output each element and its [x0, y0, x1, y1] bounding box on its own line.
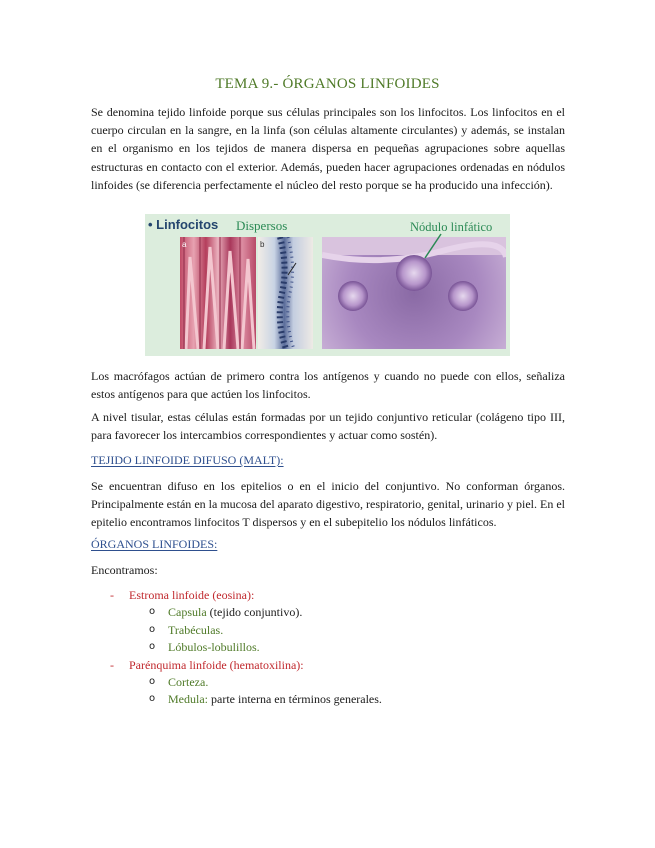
- list-item-corteza: Corteza.: [168, 675, 209, 689]
- bullet-icon: o: [149, 676, 156, 687]
- histology-panel-a: [180, 237, 256, 349]
- villi-illustration: [180, 237, 256, 349]
- page-title: TEMA 9.- ÓRGANOS LINFOIDES: [215, 76, 440, 92]
- lymphocytes-figure: [145, 214, 510, 356]
- intro-paragraph: Se denomina tejido linfoide porque sus células principales son los linfocitos. Los linfocitos en el cuerpo circulan en la sangre, en la linfa (son células altamente circulantes) y además, se instalan en el organismo en los tejidos de manera dispersa en pequeñas agrupaciones sobre aquellas estructuras en contacto con el exterior. Además, pueden hacer agrupaciones ordenadas en nódulos linfoides (se diferencia perfectamente el núcleo del resto porque se ha producido una infección).: [91, 105, 565, 192]
- panel-b-letter: b: [260, 240, 265, 249]
- bullet-icon: o: [149, 606, 156, 617]
- figure-label-nodulo: Nódulo linfático: [410, 220, 493, 234]
- bullet-icon: o: [149, 624, 156, 635]
- bullet-icon: o: [149, 693, 156, 704]
- list-item-parenquima: Parénquima linfoide (hematoxilina):: [129, 658, 304, 672]
- figure-label-linfocitos: • Linfocitos: [148, 217, 219, 232]
- medula-description: parte interna en términos generales.: [208, 692, 382, 706]
- pointer-line-icon: [415, 232, 455, 262]
- panel-a-letter: a: [182, 240, 187, 249]
- list-dash: -: [110, 588, 114, 602]
- figure-label-dispersos: Dispersos: [236, 218, 288, 233]
- list-item-estroma: Estroma linfoide (eosina):: [129, 588, 255, 602]
- bullet-icon: o: [149, 641, 156, 652]
- list-item-medula: [168, 692, 382, 707]
- capsula-term: Capsula: [168, 605, 207, 619]
- arrow-icon: [288, 263, 296, 275]
- nodule-circle: [338, 281, 368, 311]
- heading-malt: TEJIDO LINFOIDE DIFUSO (MALT):: [91, 453, 284, 467]
- list-item-trabeculas: Trabéculas.: [168, 623, 224, 637]
- list-item-lobulos: Lóbulos-lobulillos.: [168, 640, 260, 654]
- nodule-circle: [448, 281, 478, 311]
- medula-term: Medula:: [168, 692, 208, 706]
- list-item-capsula: [168, 605, 302, 620]
- malt-paragraph: Se encuentran difuso en los epitelios o en el inicio del conjuntivo. No conforman órganos. Principalmente están en la mucosa del aparato digestivo, respiratorio, genital, urinario y piel. En el epitelio encontramos linfocitos T dispersos y en el subepitelio los nódulos linfáticos.: [91, 479, 565, 530]
- dispersed-lymphocytes-illustration: [258, 237, 313, 349]
- capsula-description: (tejido conjuntivo).: [206, 605, 303, 619]
- histology-panel-nodules: [322, 237, 506, 349]
- list-dash: -: [110, 658, 114, 672]
- macrofagos-paragraph: Los macrófagos actúan de primero contra los antígenos y cuando no puede con ellos, señaliza estos antígenos para que actúen los linfocitos.: [91, 369, 565, 402]
- encontramos-text: Encontramos:: [91, 563, 158, 577]
- tisular-paragraph: A nivel tisular, estas células están formadas por un tejido conjuntivo reticular (colágeno tipo III, para favorecer los intercambios correspondientes y actuar como sostén).: [91, 410, 565, 443]
- heading-organos-linfoides: ÓRGANOS LINFOIDES:: [91, 537, 218, 551]
- histology-panel-b: [258, 237, 313, 349]
